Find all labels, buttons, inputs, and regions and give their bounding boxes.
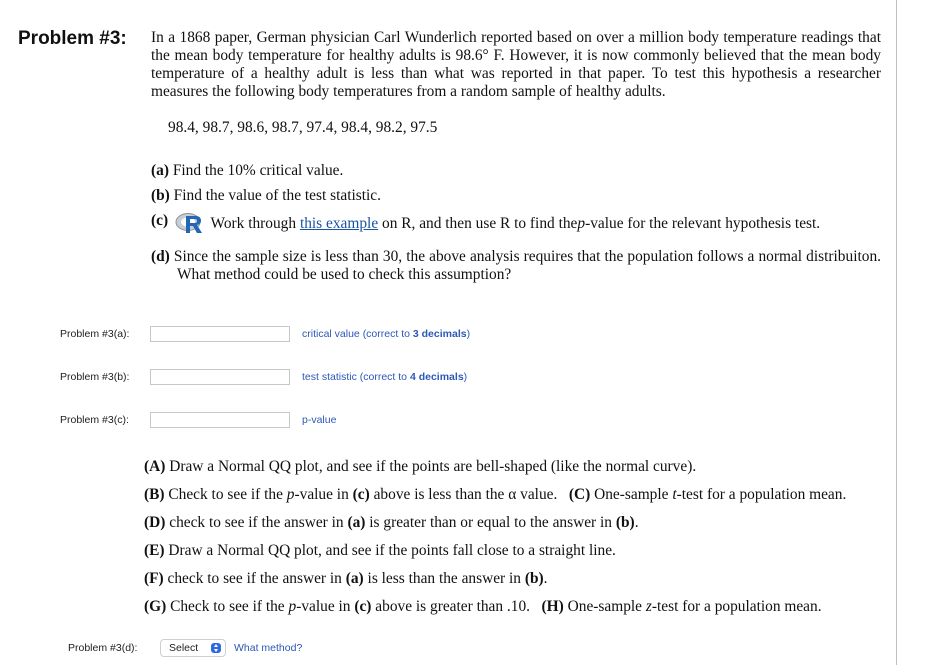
option-g-t3: above is greater than .10. <box>375 598 530 615</box>
sample-data: 98.4, 98.7, 98.6, 98.7, 97.4, 98.4, 98.2, 97.5 <box>168 119 438 136</box>
option-b-ref: (c) <box>352 486 370 503</box>
option-c <box>569 486 846 503</box>
answer-b-hint-bold: 4 decimals <box>409 371 464 383</box>
test-statistic-input[interactable] <box>150 369 290 385</box>
option-g-ref: (c) <box>354 598 372 615</box>
option-g-t1: Check to see if the <box>170 598 285 615</box>
part-d <box>151 248 881 284</box>
answer-a-hint-bold: 3 decimals <box>412 328 467 340</box>
option-c-t: t <box>672 486 677 503</box>
option-b <box>144 486 557 503</box>
option-d-t3: . <box>634 514 639 531</box>
option-b-c-line <box>144 486 846 504</box>
option-d-t2: is greater than or equal to the answer in <box>369 514 613 531</box>
option-c-t2: -test for a population mean. <box>676 486 847 503</box>
part-c-text-post2: -value for the relevant hypothesis test. <box>585 215 821 232</box>
option-g-p: p <box>288 598 297 615</box>
option-b-t3: above is less than the α value. <box>373 486 558 503</box>
problem-intro: In a 1868 paper, German physician Carl Wunderlich reported based on over a million body temperature readings that the mean body temperature for healthy adults is 98.6° F. However, it is now commonly believed that the mean body temperature of a healthy adult is less than what was reported in that paper. To test this hypothesis a researcher measures the following body temperatures from a random sample of healthy adults. <box>151 29 881 100</box>
option-c-t1: One-sample <box>594 486 669 503</box>
answer-a-hint-post: ) <box>466 328 471 340</box>
option-b-t1: Check to see if the <box>168 486 283 503</box>
option-f-t2: is less than the answer in <box>367 570 521 587</box>
answer-b-label: Problem #3(b): <box>60 371 130 383</box>
option-f <box>144 570 548 588</box>
answer-b-hint-pre: test statistic (correct to <box>302 371 408 383</box>
answer-a-label: Problem #3(a): <box>60 328 130 340</box>
problem-title: Problem #3: <box>18 28 127 49</box>
answer-a-hint <box>302 328 470 340</box>
part-c <box>151 212 820 239</box>
part-c-text-post1: on R, and then use R to find the <box>382 215 578 232</box>
part-b-label: (b) <box>151 187 170 204</box>
part-a-text: Find the 10% critical value. <box>172 162 344 179</box>
option-d-ref1: (a) <box>347 514 366 531</box>
select-arrows-icon <box>211 643 221 653</box>
option-d-label: (D) <box>144 514 166 531</box>
part-b-text: Find the value of the test statistic. <box>173 187 381 204</box>
answer-c-label: Problem #3(c): <box>60 414 129 426</box>
option-e <box>144 542 616 560</box>
part-c-p: p <box>577 215 586 232</box>
option-d <box>144 514 639 532</box>
example-link[interactable]: this example <box>299 215 379 232</box>
option-f-t3: . <box>543 570 548 587</box>
option-a-label: (A) <box>144 458 166 475</box>
option-e-label: (E) <box>144 542 165 559</box>
option-h-label: (H) <box>541 598 564 615</box>
option-f-label: (F) <box>144 570 164 587</box>
option-h-z: z <box>645 598 652 615</box>
part-c-text-pre: Work through <box>210 215 297 232</box>
option-b-label: (B) <box>144 486 165 503</box>
option-b-p: p <box>286 486 295 503</box>
option-a-text: Draw a Normal QQ plot, and see if the points are bell-shaped (like the normal curve). <box>169 458 697 475</box>
option-f-ref1: (a) <box>345 570 364 587</box>
part-d-label: (d) <box>151 248 170 265</box>
option-g-t2: -value in <box>296 598 351 615</box>
r-logo-icon <box>175 212 205 239</box>
answer-d-label: Problem #3(d): <box>68 642 138 654</box>
option-g <box>144 598 530 615</box>
option-h-t1: One-sample <box>567 598 643 615</box>
option-g-label: (G) <box>144 598 167 615</box>
page-right-border <box>896 0 897 665</box>
answer-a-hint-pre: critical value (correct to <box>302 328 410 340</box>
option-b-t2: -value in <box>294 486 349 503</box>
option-d-ref2: (b) <box>615 514 635 531</box>
option-g-h-line <box>144 598 822 616</box>
option-a <box>144 458 696 476</box>
part-c-label: (c) <box>151 212 169 229</box>
option-f-ref2: (b) <box>524 570 544 587</box>
part-b <box>151 187 381 205</box>
option-h <box>542 598 822 615</box>
part-a-label: (a) <box>151 162 169 179</box>
critical-value-input[interactable] <box>150 326 290 342</box>
method-select[interactable] <box>160 639 226 657</box>
part-d-text: Since the sample size is less than 30, the above analysis requires that the population follows a normal distribuiton. What method could be used to check this assumption? <box>173 248 881 283</box>
option-c-label: (C) <box>568 486 591 503</box>
answer-d-hint: What method? <box>234 642 303 654</box>
option-h-t2: -test for a population mean. <box>651 598 822 615</box>
option-f-t1: check to see if the answer in <box>167 570 342 587</box>
p-value-input[interactable] <box>150 412 290 428</box>
option-d-t1: check to see if the answer in <box>169 514 344 531</box>
answer-b-hint <box>302 371 467 383</box>
answer-c-hint: p-value <box>302 414 337 426</box>
part-a <box>151 162 343 180</box>
option-e-text: Draw a Normal QQ plot, and see if the points fall close to a straight line. <box>168 542 616 559</box>
method-select-value: Select <box>169 642 199 654</box>
answer-b-hint-post: ) <box>463 371 468 383</box>
